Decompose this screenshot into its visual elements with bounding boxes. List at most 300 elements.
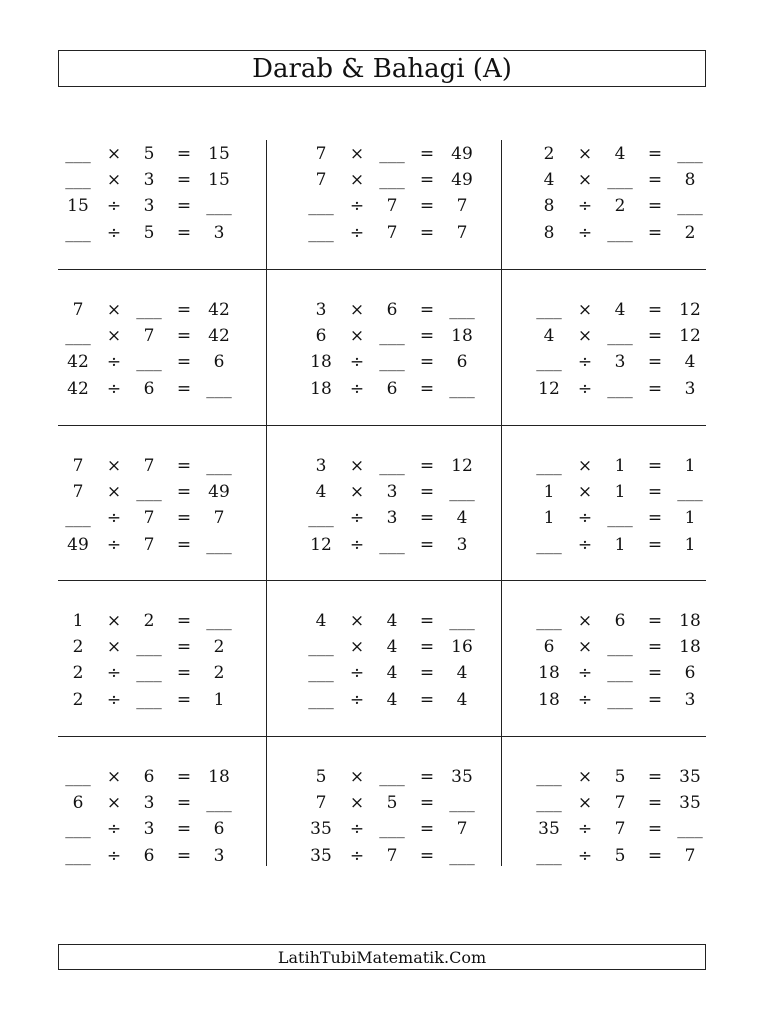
equation-number: 3 [315,456,327,476]
footer-website[interactable]: LatihTubiMatematik.Com [58,944,706,970]
equation-number: 12 [451,456,473,476]
equation-number: 6 [543,637,555,658]
equation-row [501,141,706,167]
answer-blank[interactable]: ___ [677,482,703,503]
answer-blank[interactable]: ___ [536,793,562,814]
answer-blank[interactable]: ___ [65,170,91,191]
equation-row [501,608,706,634]
equation-row [58,687,266,713]
answer-blank[interactable]: ___ [677,144,703,164]
equals-sign: = [419,482,435,503]
divide-sign: ÷ [349,222,365,243]
equation-row [266,687,501,713]
equals-sign: = [647,170,663,191]
equation-number: 7 [684,845,696,866]
equation-row [266,660,501,686]
equation-row [501,843,706,869]
answer-blank[interactable]: ___ [607,663,633,684]
equals-sign: = [419,326,435,347]
equals-sign: = [419,352,435,373]
answer-blank[interactable]: ___ [136,637,162,658]
equation-number: 49 [67,534,89,555]
divide-sign: ÷ [577,819,593,840]
equation-row [58,532,266,558]
equals-sign: = [647,637,663,658]
equation-row [58,167,266,193]
equation-number: 15 [67,196,89,217]
equals-sign: = [176,482,192,503]
divide-sign: ÷ [577,196,593,217]
answer-blank[interactable]: ___ [206,611,232,631]
divide-sign: ÷ [106,508,122,529]
equation-number: 12 [679,300,701,320]
equation-number: 42 [67,352,89,373]
equals-sign: = [176,793,192,814]
answer-blank[interactable]: ___ [65,144,91,164]
equation-number: 2 [72,689,84,710]
answer-blank[interactable]: ___ [449,845,475,866]
equals-sign: = [647,144,663,164]
divide-sign: ÷ [577,352,593,373]
answer-blank[interactable]: ___ [607,689,633,710]
equation-number: 3 [614,352,626,373]
equals-sign: = [647,326,663,347]
equation-number: 8 [684,170,696,191]
equation-row [501,297,706,323]
divide-sign: ÷ [349,378,365,399]
problem-grid [58,140,706,866]
equation-number: 6 [456,352,468,373]
equation-row [58,220,266,246]
equals-sign: = [176,144,192,164]
equation-number: 7 [72,300,84,320]
equation-number: 7 [143,326,155,347]
equation-number: 4 [456,508,468,529]
divide-sign: ÷ [106,222,122,243]
answer-blank[interactable]: ___ [536,534,562,555]
equation-number: 1 [684,456,696,476]
equation-row [501,764,706,790]
equation-row [501,323,706,349]
times-sign: × [577,170,593,191]
equation-number: 2 [213,663,225,684]
times-sign: × [577,300,593,320]
equation-number: 5 [386,793,398,814]
times-sign: × [106,482,122,503]
problem-block [58,296,266,426]
equation-number: 18 [310,378,332,399]
answer-blank[interactable]: ___ [65,222,91,243]
equation-number: 7 [386,845,398,866]
divide-sign: ÷ [106,534,122,555]
equation-row [58,479,266,505]
equation-number: 4 [386,689,398,710]
answer-blank[interactable]: ___ [136,689,162,710]
equation-number: 7 [456,222,468,243]
times-sign: × [106,144,122,164]
equals-sign: = [176,611,192,631]
equation-number: 42 [208,300,230,320]
divide-sign: ÷ [349,508,365,529]
equation-number: 1 [614,482,626,503]
equation-row [58,297,266,323]
equals-sign: = [176,300,192,320]
equals-sign: = [647,611,663,631]
answer-blank[interactable]: ___ [65,326,91,347]
times-sign: × [577,482,593,503]
equation-row [501,532,706,558]
times-sign: × [577,456,593,476]
equation-row [58,634,266,660]
equation-number: 4 [386,663,398,684]
equation-number: 4 [456,689,468,710]
equation-row [501,790,706,816]
answer-blank[interactable]: ___ [536,352,562,373]
times-sign: × [349,326,365,347]
answer-blank[interactable]: ___ [607,508,633,529]
equation-number: 7 [386,222,398,243]
equation-number: 15 [208,170,230,191]
divide-sign: ÷ [577,378,593,399]
divide-sign: ÷ [577,508,593,529]
equals-sign: = [647,482,663,503]
equation-number: 7 [72,456,84,476]
equation-row [501,687,706,713]
equation-number: 3 [213,222,225,243]
equation-number: 12 [679,326,701,347]
equals-sign: = [176,196,192,217]
problem-block [501,607,706,737]
divide-sign: ÷ [577,689,593,710]
times-sign: × [106,326,122,347]
equation-number: 4 [543,170,555,191]
equation-row [501,660,706,686]
equals-sign: = [419,637,435,658]
equation-number: 35 [679,767,701,787]
equation-number: 7 [315,793,327,814]
equals-sign: = [647,845,663,866]
answer-blank[interactable]: ___ [206,196,232,217]
equals-sign: = [647,689,663,710]
times-sign: × [106,793,122,814]
equation-number: 2 [684,222,696,243]
equation-number: 2 [72,637,84,658]
equation-row [58,453,266,479]
worksheet-title: Darab & Bahagi (A) [58,50,706,87]
divide-sign: ÷ [106,196,122,217]
equation-number: 5 [143,144,155,164]
answer-blank[interactable]: ___ [536,845,562,866]
equation-row [266,505,501,531]
equals-sign: = [647,663,663,684]
equals-sign: = [419,793,435,814]
equation-number: 7 [72,482,84,503]
equals-sign: = [419,611,435,631]
equals-sign: = [647,222,663,243]
equation-row [266,220,501,246]
times-sign: × [349,611,365,631]
answer-blank[interactable]: ___ [206,378,232,399]
answer-blank[interactable]: ___ [536,300,562,320]
answer-blank[interactable]: ___ [136,482,162,503]
equals-sign: = [419,456,435,476]
equation-number: 6 [72,793,84,814]
equals-sign: = [176,819,192,840]
equals-sign: = [176,170,192,191]
equation-number: 6 [213,819,225,840]
problem-block [266,296,501,426]
answer-blank[interactable]: ___ [308,196,334,217]
equation-row [266,193,501,219]
times-sign: × [106,456,122,476]
equals-sign: = [419,819,435,840]
equation-row [501,479,706,505]
equals-sign: = [176,534,192,555]
equation-number: 6 [386,300,398,320]
equation-number: 18 [538,663,560,684]
answer-blank[interactable]: ___ [607,170,633,191]
equation-number: 1 [543,482,555,503]
equation-row [266,634,501,660]
times-sign: × [106,611,122,631]
equals-sign: = [647,534,663,555]
answer-blank[interactable]: ___ [449,300,475,320]
equation-row [58,505,266,531]
answer-blank[interactable]: ___ [379,326,405,347]
equation-number: 7 [456,196,468,217]
answer-blank[interactable]: ___ [379,819,405,840]
equation-row [501,349,706,375]
answer-blank[interactable]: ___ [136,300,162,320]
equals-sign: = [419,508,435,529]
equation-row [266,479,501,505]
equation-number: 2 [143,611,155,631]
equation-row [266,843,501,869]
equation-number: 3 [684,689,696,710]
equation-number: 35 [679,793,701,814]
answer-blank[interactable]: ___ [65,767,91,787]
equals-sign: = [419,378,435,399]
problem-block [58,763,266,893]
times-sign: × [349,170,365,191]
times-sign: × [577,793,593,814]
equation-number: 1 [684,534,696,555]
equation-row [58,816,266,842]
answer-blank[interactable]: ___ [379,456,405,476]
times-sign: × [106,300,122,320]
equals-sign: = [419,534,435,555]
answer-blank[interactable]: ___ [65,508,91,529]
answer-blank[interactable]: ___ [607,326,633,347]
equals-sign: = [647,508,663,529]
equation-number: 5 [315,767,327,787]
answer-blank[interactable]: ___ [677,819,703,840]
times-sign: × [577,326,593,347]
answer-blank[interactable]: ___ [65,845,91,866]
equation-number: 3 [386,508,398,529]
times-sign: × [106,170,122,191]
equation-number: 3 [213,845,225,866]
times-sign: × [349,637,365,658]
divide-sign: ÷ [577,663,593,684]
answer-blank[interactable]: ___ [536,456,562,476]
answer-blank[interactable]: ___ [379,534,405,555]
times-sign: × [349,482,365,503]
equation-row [266,349,501,375]
equation-number: 1 [72,611,84,631]
equals-sign: = [647,300,663,320]
answer-blank[interactable]: ___ [379,352,405,373]
equals-sign: = [176,508,192,529]
answer-blank[interactable]: ___ [379,170,405,191]
equation-number: 6 [684,663,696,684]
equals-sign: = [419,170,435,191]
answer-blank[interactable]: ___ [308,222,334,243]
equation-number: 7 [456,819,468,840]
equation-row [501,634,706,660]
equation-number: 4 [543,326,555,347]
equals-sign: = [419,663,435,684]
answer-blank[interactable]: ___ [449,378,475,399]
equation-number: 2 [614,196,626,217]
equation-number: 2 [543,144,555,164]
equation-row [501,220,706,246]
equation-number: 49 [208,482,230,503]
equals-sign: = [176,845,192,866]
equation-number: 3 [143,819,155,840]
row-divider [58,269,706,270]
answer-blank[interactable]: ___ [308,663,334,684]
equation-number: 6 [143,378,155,399]
answer-blank[interactable]: ___ [449,793,475,814]
answer-blank[interactable]: ___ [536,767,562,787]
equation-number: 6 [143,767,155,787]
row-divider [58,736,706,737]
equals-sign: = [176,663,192,684]
equation-number: 3 [143,793,155,814]
divide-sign: ÷ [106,845,122,866]
answer-blank[interactable]: ___ [379,767,405,787]
equation-number: 49 [451,144,473,164]
problem-block [58,140,266,270]
equation-number: 7 [143,534,155,555]
times-sign: × [577,611,593,631]
answer-blank[interactable]: ___ [308,508,334,529]
times-sign: × [577,144,593,164]
answer-blank[interactable]: ___ [449,482,475,503]
answer-blank[interactable]: ___ [607,222,633,243]
column-divider [501,140,502,866]
equation-number: 6 [315,326,327,347]
times-sign: × [106,767,122,787]
equation-number: 5 [614,845,626,866]
divide-sign: ÷ [106,663,122,684]
equation-number: 3 [143,196,155,217]
divide-sign: ÷ [106,819,122,840]
equation-row [58,608,266,634]
equation-number: 4 [315,482,327,503]
answer-blank[interactable]: ___ [206,534,232,555]
answer-blank[interactable]: ___ [65,819,91,840]
answer-blank[interactable]: ___ [206,793,232,814]
divide-sign: ÷ [349,689,365,710]
divide-sign: ÷ [577,845,593,866]
equation-number: 7 [614,793,626,814]
row-divider [58,580,706,581]
times-sign: × [577,767,593,787]
equation-number: 7 [386,196,398,217]
column-divider [266,140,267,866]
problem-block [501,140,706,270]
answer-blank[interactable]: ___ [449,611,475,631]
answer-blank[interactable]: ___ [677,196,703,217]
times-sign: × [349,144,365,164]
equation-number: 12 [310,534,332,555]
answer-blank[interactable]: ___ [308,637,334,658]
equation-number: 1 [684,508,696,529]
answer-blank[interactable]: ___ [206,456,232,476]
equation-row [58,376,266,402]
equation-row [266,453,501,479]
equation-number: 4 [386,611,398,631]
equals-sign: = [176,637,192,658]
answer-blank[interactable]: ___ [607,637,633,658]
equation-number: 18 [679,637,701,658]
equals-sign: = [176,456,192,476]
times-sign: × [349,456,365,476]
equation-number: 49 [451,170,473,191]
problem-block [266,140,501,270]
equation-number: 4 [614,144,626,164]
equation-row [58,660,266,686]
answer-blank[interactable]: ___ [536,611,562,631]
equals-sign: = [419,689,435,710]
times-sign: × [349,767,365,787]
equation-number: 6 [143,845,155,866]
answer-blank[interactable]: ___ [136,663,162,684]
equation-number: 7 [315,144,327,164]
equals-sign: = [647,819,663,840]
answer-blank[interactable]: ___ [136,352,162,373]
equation-number: 42 [67,378,89,399]
equals-sign: = [419,767,435,787]
equation-number: 6 [386,378,398,399]
equation-row [58,843,266,869]
equation-number: 7 [143,456,155,476]
row-divider [58,425,706,426]
answer-blank[interactable]: ___ [379,144,405,164]
divide-sign: ÷ [349,663,365,684]
answer-blank[interactable]: ___ [308,689,334,710]
equation-number: 6 [614,611,626,631]
equation-row [266,167,501,193]
divide-sign: ÷ [106,378,122,399]
equation-row [58,349,266,375]
problem-block [501,452,706,582]
equation-number: 3 [143,170,155,191]
equation-row [501,505,706,531]
equals-sign: = [176,767,192,787]
equation-number: 35 [538,819,560,840]
equation-number: 5 [614,767,626,787]
equation-number: 1 [614,534,626,555]
equation-row [501,376,706,402]
equation-number: 1 [614,456,626,476]
problem-block [58,607,266,737]
times-sign: × [349,300,365,320]
answer-blank[interactable]: ___ [607,378,633,399]
times-sign: × [577,637,593,658]
